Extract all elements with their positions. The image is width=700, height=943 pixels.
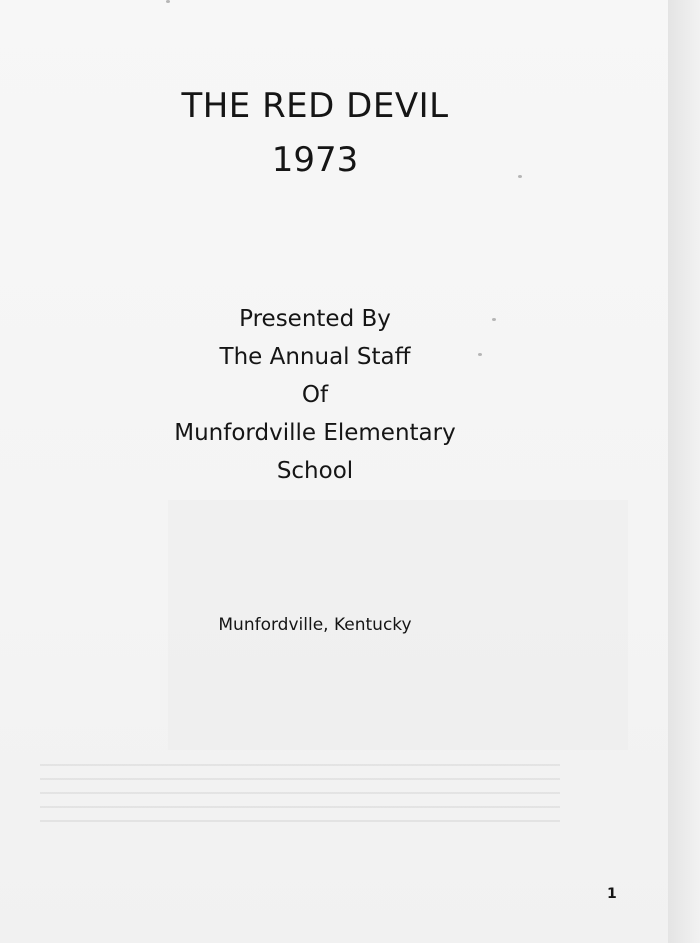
school-line: School: [276, 458, 354, 484]
bleed-through-text: [40, 752, 560, 822]
presentation-block: [140, 300, 490, 490]
yearbook-title: THE RED DEVIL: [181, 86, 449, 126]
yearbook-year: 1973: [271, 140, 359, 180]
school-name-line: Munfordville Elementary: [174, 420, 456, 446]
speck-mark: [478, 353, 482, 356]
speck-mark: [166, 0, 170, 3]
page-edge: [668, 0, 700, 943]
annual-staff-line: The Annual Staff: [219, 344, 411, 370]
speck-mark: [492, 318, 496, 321]
of-line: Of: [301, 382, 329, 408]
presented-by-line: Presented By: [239, 306, 391, 332]
location-text: Munfordville, Kentucky: [218, 615, 412, 635]
page-number: 1: [607, 886, 617, 902]
speck-mark: [518, 175, 522, 178]
